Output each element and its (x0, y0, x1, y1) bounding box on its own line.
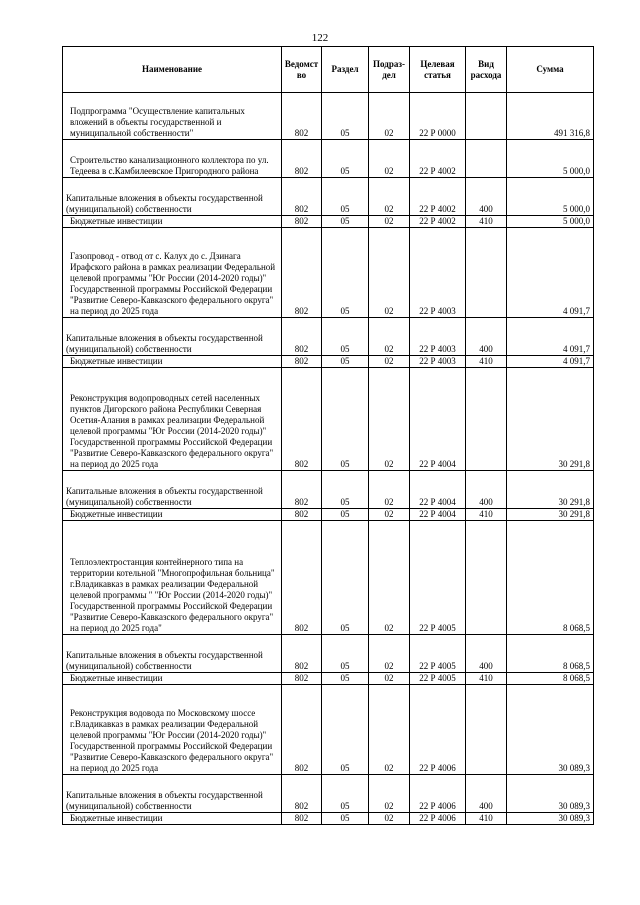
row-vedomstvo: 802 (282, 685, 322, 775)
row-podrazdel: 02 (369, 140, 410, 178)
table-row (63, 368, 594, 471)
row-vid (466, 228, 507, 318)
budget-table (62, 46, 594, 825)
row-name: Теплоэлектростанция контейнерного типа на территории котельной "Многопрофильная больница" г.Владикавказ в рамках реализации Федеральной целевой программы " "Юг России (2014-2020 годы)" Государственной программы Российской Федерации "Развитие Северо-Кавказского федерального округа" на период до 2025 года" (63, 521, 282, 635)
row-celevaya: 22 Р 4005 (410, 673, 466, 685)
table-row (63, 685, 594, 775)
row-name: Бюджетные инвестиции (63, 509, 282, 521)
row-summa: 8 068,5 (507, 673, 594, 685)
row-summa: 30 291,8 (507, 471, 594, 509)
row-vedomstvo: 802 (282, 635, 322, 673)
row-vid (466, 93, 507, 140)
row-razdel: 05 (322, 635, 369, 673)
row-podrazdel: 02 (369, 178, 410, 216)
row-vid: 410 (466, 356, 507, 368)
row-podrazdel: 02 (369, 216, 410, 228)
row-podrazdel: 02 (369, 673, 410, 685)
row-name: Строительство канализационного коллектора по ул. Тедеева в с.Камбилеевское Пригородного района (63, 140, 282, 178)
row-celevaya: 22 Р 4004 (410, 509, 466, 521)
row-celevaya: 22 Р 4002 (410, 178, 466, 216)
table-row (63, 228, 594, 318)
row-podrazdel: 02 (369, 521, 410, 635)
row-razdel: 05 (322, 368, 369, 471)
table-row (63, 521, 594, 635)
row-summa: 5 000,0 (507, 216, 594, 228)
row-vedomstvo: 802 (282, 178, 322, 216)
row-podrazdel: 02 (369, 368, 410, 471)
row-celevaya: 22 Р 4002 (410, 140, 466, 178)
row-razdel: 05 (322, 775, 369, 813)
row-summa: 30 089,3 (507, 813, 594, 825)
row-podrazdel: 02 (369, 356, 410, 368)
row-name: Капитальные вложения в объекты государственной (муниципальной) собственности (63, 471, 282, 509)
row-vedomstvo: 802 (282, 509, 322, 521)
table-row (63, 673, 594, 685)
row-summa: 5 000,0 (507, 140, 594, 178)
row-summa: 30 089,3 (507, 775, 594, 813)
table-row (63, 471, 594, 509)
row-vedomstvo: 802 (282, 775, 322, 813)
row-podrazdel: 02 (369, 509, 410, 521)
row-razdel: 05 (322, 521, 369, 635)
row-podrazdel: 02 (369, 775, 410, 813)
page-number: 122 (311, 32, 329, 44)
header-celevaya: Целевая статья (410, 47, 466, 93)
header-podrazdel: Подраз- дел (369, 47, 410, 93)
row-vedomstvo: 802 (282, 471, 322, 509)
row-podrazdel: 02 (369, 635, 410, 673)
row-vedomstvo: 802 (282, 813, 322, 825)
row-vedomstvo: 802 (282, 356, 322, 368)
table-row (63, 178, 594, 216)
table-row (63, 509, 594, 521)
row-vid: 410 (466, 813, 507, 825)
row-name: Подпрограмма "Осуществление капитальных вложений в объекты государственной и муниципальной собственности" (63, 93, 282, 140)
row-razdel: 05 (322, 356, 369, 368)
row-summa: 30 089,3 (507, 685, 594, 775)
row-name: Бюджетные инвестиции (63, 356, 282, 368)
row-vid: 410 (466, 216, 507, 228)
row-razdel: 05 (322, 471, 369, 509)
header-razdel: Раздел (322, 47, 369, 93)
row-podrazdel: 02 (369, 813, 410, 825)
row-vedomstvo: 802 (282, 140, 322, 178)
table-row (63, 318, 594, 356)
row-summa: 8 068,5 (507, 635, 594, 673)
row-name: Капитальные вложения в объекты государственной (муниципальной) собственности (63, 178, 282, 216)
row-vedomstvo: 802 (282, 673, 322, 685)
row-name: Реконструкция водовода по Московскому шоссе г.Владикавказ в рамках реализации Федеральной целевой программы "Юг России (2014-2020 годы)" Государственной программы Российской Федерации "Развитие Северо-Кавказского федерального округа" на период до 2025 года (63, 685, 282, 775)
row-celevaya: 22 Р 4006 (410, 685, 466, 775)
row-vid: 400 (466, 178, 507, 216)
row-vid (466, 521, 507, 635)
table-row (63, 813, 594, 825)
row-summa: 30 291,8 (507, 509, 594, 521)
table-row (63, 356, 594, 368)
header-vid: Вид расхода (466, 47, 507, 93)
row-vedomstvo: 802 (282, 228, 322, 318)
row-celevaya: 22 Р 4003 (410, 318, 466, 356)
row-name: Капитальные вложения в объекты государственной (муниципальной) собственности (63, 635, 282, 673)
row-vid: 400 (466, 471, 507, 509)
row-name: Бюджетные инвестиции (63, 813, 282, 825)
table-row (63, 140, 594, 178)
row-razdel: 05 (322, 318, 369, 356)
row-celevaya: 22 Р 4006 (410, 813, 466, 825)
row-razdel: 05 (322, 673, 369, 685)
row-razdel: 05 (322, 178, 369, 216)
row-vid (466, 140, 507, 178)
row-summa: 5 000,0 (507, 178, 594, 216)
row-razdel: 05 (322, 509, 369, 521)
row-name: Реконструкция водопроводных сетей населенных пунктов Дигорского района Республики Северная Осетия-Алания в рамках реализации Федеральной целевой программы "Юг России (2014-2020 годы)" Государственной программы Российской Федерации "Развитие Северо-Кавказского федерального округа" на период до 2025 года (63, 368, 282, 471)
row-name: Капитальные вложения в объекты государственной (муниципальной) собственности (63, 318, 282, 356)
row-vid: 400 (466, 775, 507, 813)
row-podrazdel: 02 (369, 318, 410, 356)
row-razdel: 05 (322, 228, 369, 318)
row-celevaya: 22 Р 4003 (410, 228, 466, 318)
row-podrazdel: 02 (369, 93, 410, 140)
row-podrazdel: 02 (369, 228, 410, 318)
row-vedomstvo: 802 (282, 93, 322, 140)
row-celevaya: 22 Р 0000 (410, 93, 466, 140)
table-row (63, 216, 594, 228)
row-vid: 410 (466, 509, 507, 521)
row-celevaya: 22 Р 4004 (410, 368, 466, 471)
header-summa: Сумма (507, 47, 594, 93)
row-razdel: 05 (322, 813, 369, 825)
row-name: Бюджетные инвестиции (63, 673, 282, 685)
row-vedomstvo: 802 (282, 368, 322, 471)
row-vid: 410 (466, 673, 507, 685)
header-vedomstvo: Ведомст во (282, 47, 322, 93)
row-celevaya: 22 Р 4005 (410, 521, 466, 635)
table-row (63, 775, 594, 813)
row-podrazdel: 02 (369, 685, 410, 775)
row-vid (466, 685, 507, 775)
header-row (63, 47, 594, 93)
row-summa: 4 091,7 (507, 228, 594, 318)
row-vedomstvo: 802 (282, 521, 322, 635)
row-name: Бюджетные инвестиции (63, 216, 282, 228)
row-name: Газопровод - отвод от с. Калух до с. Дзинага Ирафского района в рамках реализации Федеральной целевой программы "Юг России (2014-2020 годы)" Государственной программы Российской Федерации "Развитие Северо-Кавказского федерального округа" на период до 2025 года (63, 228, 282, 318)
row-summa: 8 068,5 (507, 521, 594, 635)
row-vedomstvo: 802 (282, 216, 322, 228)
row-celevaya: 22 Р 4005 (410, 635, 466, 673)
row-vid: 400 (466, 318, 507, 356)
row-razdel: 05 (322, 216, 369, 228)
row-podrazdel: 02 (369, 471, 410, 509)
row-celevaya: 22 Р 4004 (410, 471, 466, 509)
row-summa: 4 091,7 (507, 356, 594, 368)
row-celevaya: 22 Р 4003 (410, 356, 466, 368)
row-vedomstvo: 802 (282, 318, 322, 356)
row-summa: 4 091,7 (507, 318, 594, 356)
row-razdel: 05 (322, 93, 369, 140)
row-name: Капитальные вложения в объекты государственной (муниципальной) собственности (63, 775, 282, 813)
header-name: Наименование (63, 47, 282, 93)
table-row (63, 93, 594, 140)
row-celevaya: 22 Р 4002 (410, 216, 466, 228)
row-razdel: 05 (322, 685, 369, 775)
row-summa: 491 316,8 (507, 93, 594, 140)
row-vid: 400 (466, 635, 507, 673)
row-summa: 30 291,8 (507, 368, 594, 471)
row-celevaya: 22 Р 4006 (410, 775, 466, 813)
table-row (63, 635, 594, 673)
row-vid (466, 368, 507, 471)
row-razdel: 05 (322, 140, 369, 178)
